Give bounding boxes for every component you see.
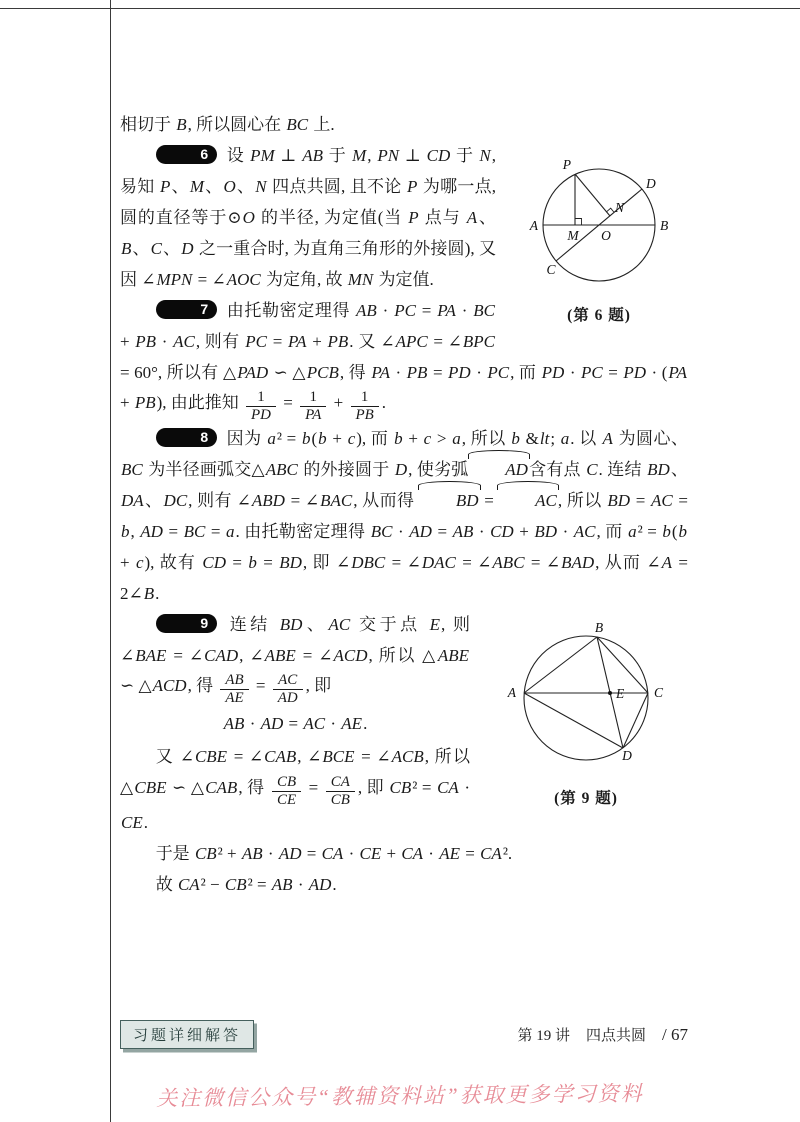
point-label-D: D bbox=[621, 747, 632, 763]
point-label-A: A bbox=[507, 684, 516, 700]
fraction: $\frac{AB}{AE}$ bbox=[220, 672, 248, 706]
point-label-C: C bbox=[546, 261, 556, 277]
point-label-E: E bbox=[615, 685, 624, 701]
fraction: $\frac{CB}{CE}$ bbox=[272, 774, 301, 808]
page-footer bbox=[120, 1020, 688, 1049]
point-label-C: C bbox=[653, 684, 663, 700]
circle-diagram-problem-9 bbox=[494, 620, 679, 782]
figure-problem-9 bbox=[484, 620, 688, 813]
figure-caption-problem-6: (第 6 题) bbox=[567, 306, 631, 324]
point-label-O: O bbox=[601, 227, 611, 243]
figure-caption-problem-9: (第 9 题) bbox=[554, 789, 618, 807]
page-content bbox=[120, 110, 688, 901]
problem-8-text: 因为 a² = b(b + c), 而 b + c > a, 所以 b &lt; a. 以 A 为圆心、BC 为半径画弧交△ABC 的外接圆于 D, 使劣弧 AD含有点 C. 连结 BD、DA、DC, 则有 ∠ABD = ∠BAC, 从而得 BD = AC, 所以 BD = AC = b, AD = BC = a. 由托勒密定理得 BC · AD = AB · CD + BD · AC, 而 a² = b(b + c), 故有 CD = b = BD, 即 ∠DBC = ∠DAC = ∠ABC = ∠BAD, 从而 ∠A = 2∠B. bbox=[120, 428, 689, 603]
problem-7-text: 由托勒密定理得 AB · PC = PA · BC + PB · AC, 则有 PC = PA + PB. 又 ∠APC = ∠BPC = 60°, 所以有 △PAD ∽ △PCB, 得 PA · PB = PD · PC, 而 PD · PC = PD · (PA + PB), 由此推知 $\frac{1}{PD}$ = $\frac{1}{PA}$ + $\frac{1}{PB}$ . bbox=[120, 300, 687, 424]
fraction: $\frac{1}{PD}$ bbox=[246, 389, 276, 423]
point-label-B: B bbox=[594, 619, 603, 635]
problem-9-text: 连结 BD、AC 交于点 E, 则 ∠BAE = ∠CAD, ∠ABE = ∠ACD, 所以 △ABE ∽ △ACD, 得 $\frac{AB}{AE}$ = $\frac{AC}{AD}$ , 即 bbox=[120, 614, 471, 707]
problem-number-badge-6: 6 bbox=[156, 145, 217, 164]
figure-problem-6 bbox=[510, 147, 688, 330]
arc-mark: BD bbox=[419, 486, 479, 517]
circle-diagram-problem-6 bbox=[515, 147, 683, 299]
arc-mark: AC bbox=[498, 486, 557, 517]
lecture-number: 第 19 讲 bbox=[517, 1028, 570, 1044]
running-footer bbox=[517, 1024, 688, 1045]
page-border-left bbox=[110, 0, 111, 1122]
paragraph-problem-9-cont-1: 又 ∠CBE = ∠CAB, ∠BCE = ∠ACB, 所以 △CBE ∽ △CAB, 得 $\frac{CB}{CE}$ = $\frac{CA}{CB}$ , 即 CB² = CA · CE. bbox=[120, 746, 471, 833]
page-number: / 67 bbox=[662, 1025, 688, 1044]
fraction: $\frac{AC}{AD}$ bbox=[273, 672, 303, 706]
problem-6-text: 设 PM ⊥ AB 于 M, PN ⊥ CD 于 N, 易知 P、M、O、N 四点共圆, 且不论 P 为哪一点, 圆的直径等于⊙O 的半径, 为定值(当 P 点与 A、B、C、D 之一重合时, 为直角三角形的外接圆), 又因 ∠MPN = ∠AOC 为定角, 故 MN 为定值. bbox=[120, 145, 497, 289]
point-label-P: P bbox=[562, 156, 571, 172]
arc-mark: AD bbox=[469, 455, 529, 486]
displayed-equation: AB · AD = AC · AE. bbox=[223, 713, 368, 733]
problem-number-badge-8: 8 bbox=[156, 428, 217, 447]
point-label-N: N bbox=[615, 199, 625, 215]
point-label-M: M bbox=[567, 227, 579, 243]
lecture-topic: 四点共圆 bbox=[586, 1028, 647, 1044]
fraction: $\frac{CA}{CB}$ bbox=[326, 774, 355, 808]
paragraph-problem-9-cont-3: 故 CA² − CB² = AB · AD. bbox=[155, 875, 337, 895]
fraction: $\frac{1}{PB}$ bbox=[351, 389, 379, 423]
point-label-A: A bbox=[529, 217, 538, 233]
paragraph-intro: 相切于 B, 所以圆心在 BC 上. bbox=[120, 115, 335, 134]
problem-number-badge-9: 9 bbox=[156, 614, 217, 633]
page-border-top bbox=[0, 8, 800, 9]
paragraph-problem-8 bbox=[120, 424, 688, 610]
problem-number-badge-7: 7 bbox=[156, 300, 217, 319]
paragraph-problem-9-cont-2: 于是 CB² + AB · AD = CA · CE + CA · AE = CA². bbox=[155, 844, 513, 864]
wechat-watermark: 关注微信公众号“教辅资料站”获取更多学习资料 bbox=[156, 1081, 644, 1111]
fraction: $\frac{1}{PA}$ bbox=[300, 389, 326, 423]
solutions-section-badge: 习题详细解答 bbox=[120, 1020, 254, 1049]
point-label-D: D bbox=[646, 175, 656, 191]
point-label-B: B bbox=[660, 217, 669, 233]
